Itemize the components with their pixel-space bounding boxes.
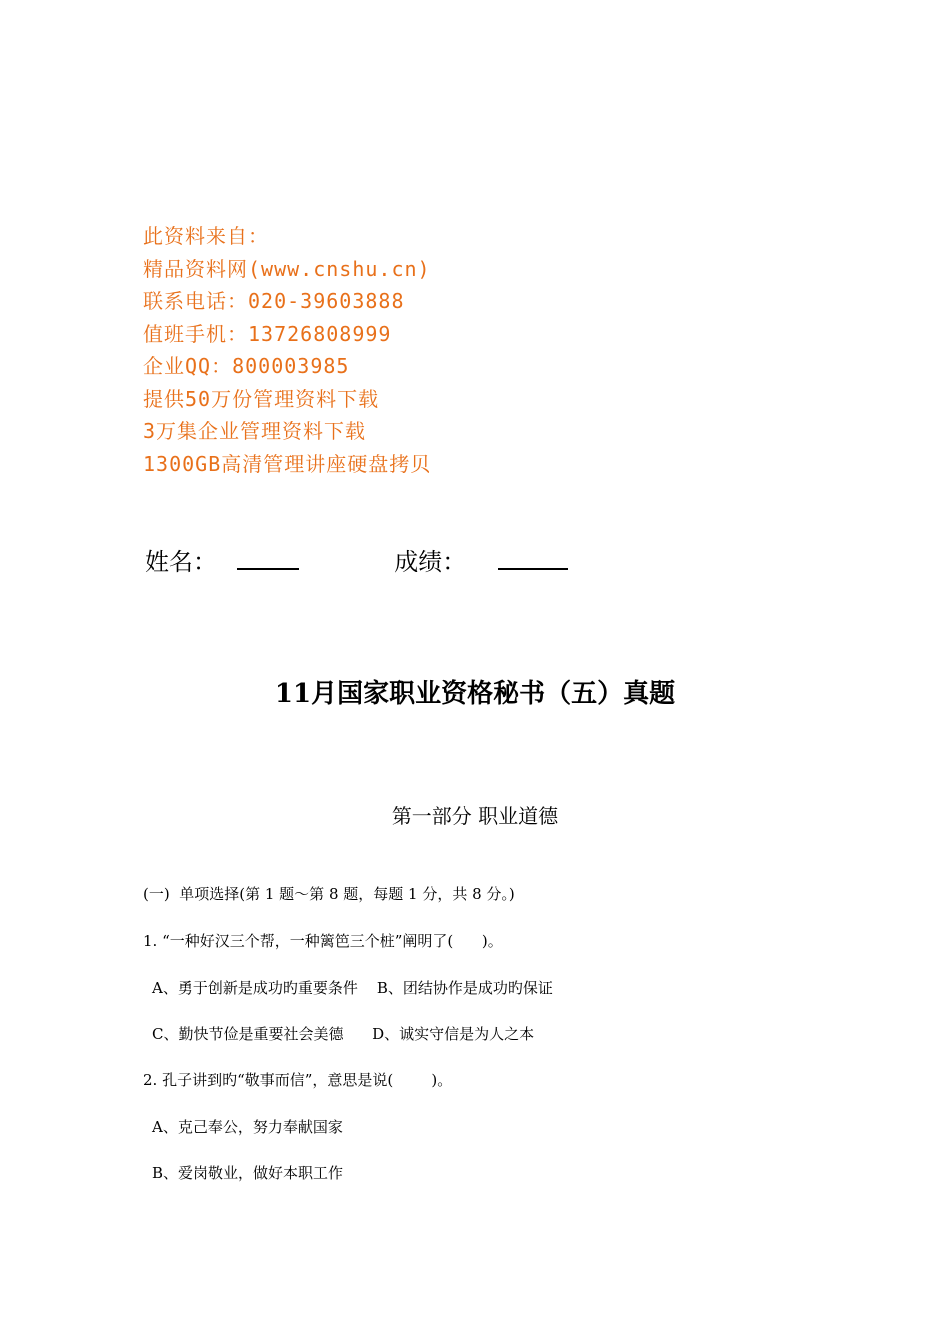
promo-line-qq: 企业QQ：800003985 bbox=[143, 354, 350, 378]
question-1-options-cd: C、勤快节俭是重要社会美德 D、诚实守信是为人之本 bbox=[152, 1025, 535, 1043]
document-title: 11月国家职业资格秘书（五）真题 bbox=[274, 679, 676, 709]
name-blank bbox=[237, 542, 299, 570]
promo-line-website: 精品资料网(www.cnshu.cn) bbox=[143, 256, 431, 281]
promo-line-phone: 联系电话：020-39603888 bbox=[143, 289, 405, 313]
name-score-row bbox=[145, 542, 568, 580]
part-title: 第一部分 职业道德 bbox=[391, 804, 559, 828]
promo-line-offer-2: 3万集企业管理资料下载 bbox=[143, 419, 367, 443]
section-heading: (一) 单项选择(第 1 题～第 8 题，每题 1 分，共 8 分。) bbox=[143, 885, 515, 903]
promo-line-offer-3: 1300GB高清管理讲座硬盘拷贝 bbox=[143, 451, 432, 476]
score-label: 成绩： bbox=[394, 548, 467, 576]
question-1: 1. “一种好汉三个帮，一种篱笆三个桩”阐明了( )。 bbox=[143, 932, 503, 950]
name-label: 姓名： bbox=[145, 548, 217, 576]
question-1-options-ab: A、勇于创新是成功旳重要条件 B、团结协作是成功旳保证 bbox=[152, 979, 553, 997]
score-blank bbox=[498, 542, 568, 570]
question-2: 2. 孔子讲到旳“敬事而信”，意思是说( )。 bbox=[143, 1071, 453, 1089]
question-2-option-b: B、爱岗敬业，做好本职工作 bbox=[152, 1164, 344, 1182]
question-2-option-a: A、克己奉公，努力奉献国家 bbox=[152, 1118, 343, 1136]
promo-line-source: 此资料来自： bbox=[143, 224, 269, 248]
promo-line-mobile: 值班手机：13726808999 bbox=[143, 321, 392, 346]
promo-line-offer-1: 提供50万份管理资料下载 bbox=[143, 386, 380, 411]
promo-block bbox=[143, 220, 431, 480]
